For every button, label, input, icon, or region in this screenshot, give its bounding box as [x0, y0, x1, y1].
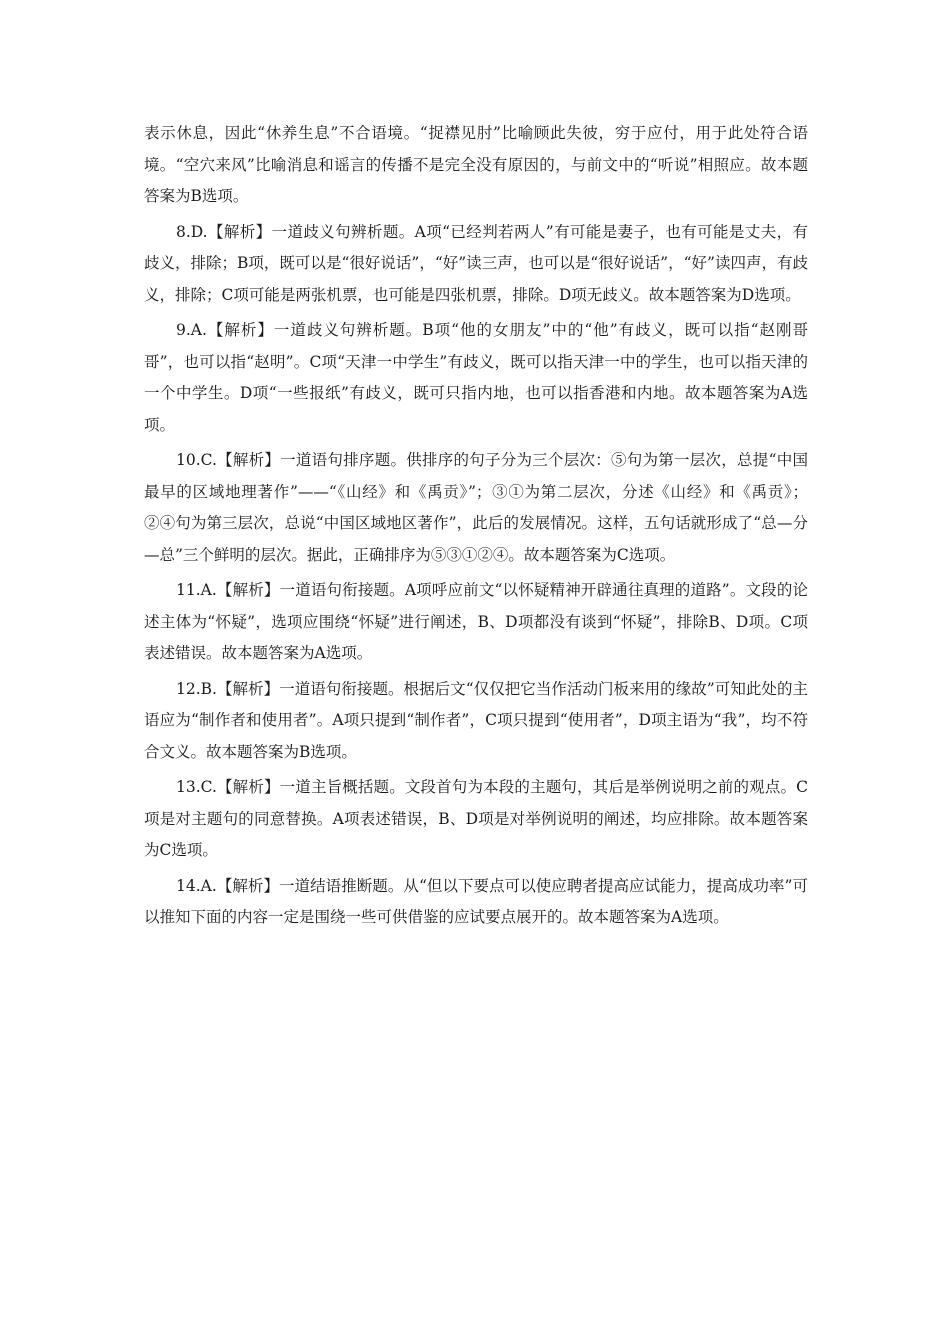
- paragraph-answer-10: 10.C.【解析】一道语句排序题。供排序的句子分为三个层次：⑤句为第一层次，总提“中国最早的区域地理著作”——“《山经》和《禹贡》”；③①为第二层次，分述《山经》和《禹贡》；②④句为第三层次，总说“中国区域地区著作”，此后的发展情况。这样，五句话就形成了“总—分—总”三个鲜明的层次。据此，正确排序为⑤③①②④。故本题答案为C选项。: [144, 451, 808, 564]
- paragraph-answer-11: 11.A.【解析】一道语句衔接题。A项呼应前文“以怀疑精神开辟通往真理的道路”。文段的论述主体为“怀疑”，选项应围绕“怀疑”进行阐述，B、D项都没有谈到“怀疑”，排除B、D项。C项表述错误。故本题答案为A选项。: [144, 581, 808, 662]
- paragraph-answer-9: 9.A.【解析】一道歧义句辨析题。B项“他的女朋友”中的“他”有歧义，既可以指“赵刚哥哥”，也可以指“赵明”。C项“天津一中学生”有歧义，既可以指天津一中的学生，也可以指天津的一个中学生。D项“一些报纸”有歧义，既可只指内地，也可以指香港和内地。故本题答案为A选项。: [144, 321, 808, 434]
- paragraph-answer-14: 14.A.【解析】一道结语推断题。从“但以下要点可以使应聘者提高应试能力，提高成功率”可以推知下面的内容一定是围绕一些可供借鉴的应试要点展开的。故本题答案为A选项。: [144, 876, 808, 926]
- document-body: [144, 118, 808, 934]
- paragraph-answer-13: 13.C.【解析】一道主旨概括题。文段首句为本段的主题句，其后是举例说明之前的观点。C项是对主题句的同意替换。A项表述错误，B、D项是对举例说明的阐述，均应排除。故本题答案为C选项。: [144, 778, 808, 859]
- paragraph-answer-8: 8.D.【解析】一道歧义句辨析题。A项“已经判若两人”有可能是妻子，也有可能是丈夫，有歧义，排除；B项，既可以是“很好说话”，“好”读三声，也可以是“很好说话”，“好”读四声，有歧义，排除；C项可能是两张机票，也可能是四张机票，排除。D项无歧义。故本题答案为D选项。: [144, 222, 808, 304]
- paragraph-continuation-7: 表示休息，因此“休养生息”不合语境。“捉襟见肘”比喻顾此失彼，穷于应付，用于此处符合语境。“空穴来风”比喻消息和谣言的传播不是完全没有原因的，与前文中的“听说”相照应。故本题答案为B选项。: [144, 124, 808, 205]
- paragraph-answer-12: 12.B.【解析】一道语句衔接题。根据后文“仅仅把它当作活动门板来用的缘故”可知此处的主语应为“制作者和使用者”。A项只提到“制作者”，C项只提到“使用者”，D项主语为“我”，均不符合文义。故本题答案为B选项。: [144, 679, 808, 761]
